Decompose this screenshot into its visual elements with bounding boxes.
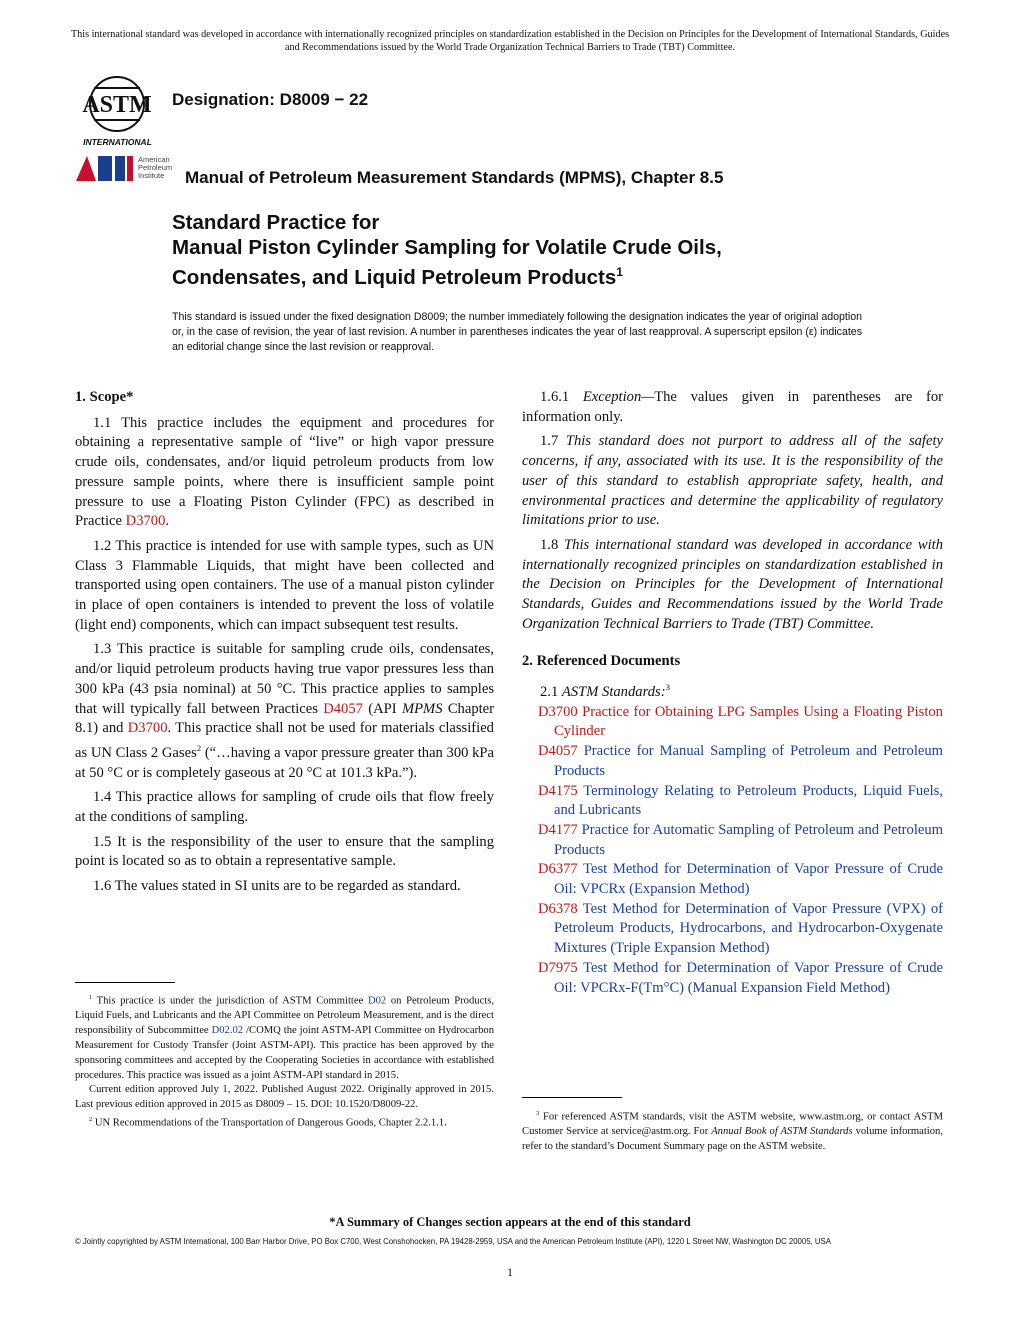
svg-text:ASTM: ASTM — [82, 92, 152, 118]
para-1-2: 1.2 This practice is intended for use with sample types, such as UN Class 3 Flammable Liquids, that might have been collected and transported using open containers. The use of a manual piston cylinder in place of open containers is intended to prevent the loss of volatile (light end) components, which can impact subsequent test results. — [75, 537, 494, 633]
ref-code-d7975[interactable]: D7975 — [538, 959, 578, 976]
footnote-3-mark: 3 — [536, 1110, 540, 1117]
para-1-3-e: (“…having a vapor pressure greater than 300 kPa at 50 °C or is completely gaseous at 20 °C at 101.3 kPa.”). — [75, 744, 494, 781]
footnote-ref-2: 2 — [196, 742, 202, 753]
footnote-rule-left — [75, 982, 175, 983]
astm-logo-text: INTERNATIONAL — [83, 137, 152, 147]
ref-title[interactable]: Test Method for Determination of Vapor Pressure of Crude Oil: VPCRx-F(Tm°C) (Manual Expansion Field Method) — [554, 959, 943, 996]
para-1-6-1-text: The values given in parentheses are for information only. — [522, 389, 944, 425]
para-1-3 — [75, 640, 494, 783]
ref-item — [522, 959, 943, 998]
ref-title[interactable]: Practice for Obtaining LPG Samples Using a Floating Piston Cylinder — [554, 703, 943, 740]
para-1-8 — [522, 536, 943, 635]
footnote-1-edition: Current edition approved July 1, 2022. Published August 2022. Originally approved in 2015. Last previous edition approved in 2015 as D8009 – 15. DOI: 10.1520/D8009-22. — [75, 1084, 494, 1111]
para-1-5: 1.5 It is the responsibility of the user to ensure that the sampling point is located so as to obtain a representative sample. — [75, 833, 494, 870]
title-line-1: Standard Practice for — [172, 211, 380, 234]
footnote-1 — [75, 991, 494, 1083]
footnote-3 — [522, 1107, 943, 1155]
link-d3700[interactable]: D3700 — [125, 513, 166, 530]
ref-code-d4177[interactable]: D4177 — [538, 821, 578, 838]
page-number: 1 — [507, 1265, 513, 1279]
footnote-right — [522, 1107, 943, 1155]
footnote-3-a: For referenced ASTM standards, visit the ASTM website, www.astm.org, or contact ASTM Customer Service at service@astm.org. For — [522, 1111, 944, 1138]
ref-title[interactable]: Practice for Manual Sampling of Petroleum and Petroleum Products — [554, 743, 943, 779]
para-2-1-label: ASTM Standards: — [561, 684, 666, 700]
left-column — [75, 388, 494, 902]
api-logo — [74, 153, 136, 183]
title-line-3 — [172, 260, 722, 290]
para-1-7 — [522, 432, 943, 531]
title-line-2: Manual Piston Cylinder Sampling for Volatile Crude Oils, — [172, 236, 722, 259]
astm-logo — [70, 74, 165, 147]
para-1-3-mpms: MPMS — [401, 700, 443, 717]
footnote-rule-right — [522, 1097, 622, 1098]
ref-item — [522, 900, 943, 959]
ref-item — [522, 782, 943, 821]
para-1-3-c: Chapter 8.1) and — [75, 700, 495, 737]
ref-code-d6378[interactable]: D6378 — [538, 900, 578, 917]
para-1-1-end: . — [165, 513, 170, 530]
footnote-3-b: volume information, refer to the standard’s Document Summary page on the ASTM website. — [522, 1126, 943, 1153]
para-2-1-num: 2.1 — [540, 684, 559, 700]
referenced-heading: 2. Referenced Documents — [522, 653, 681, 670]
link-d3700-2[interactable]: D3700 — [127, 720, 168, 737]
footnotes-left — [75, 991, 494, 1131]
link-d02[interactable]: D02 — [367, 995, 387, 1007]
scope-heading: 1. Scope* — [75, 389, 134, 405]
footnote-1-b: on Petroleum Products, Liquid Fuels, and Lubricants and the API Committee on Petroleum Measurement, and is the direct responsibility of Subcommittee — [75, 995, 494, 1037]
para-1-3-b: (API — [368, 700, 397, 717]
page-title — [172, 210, 722, 290]
top-notice: This international standard was developed in accordance with internationally recognized principles on standardization established in the Decision on Principles for the Development of International Standards, Guides and Recommendations issued by the World Trade Organization Technical Barriers to Trade (TBT) Committee. — [70, 29, 950, 53]
api-logo-icon — [74, 153, 136, 183]
footnote-1-c: /COMQ the joint ASTM-API Committee on Hydrocarbon Measurement for Custody Transfer (Joint ASTM-API). This practice has been approved by the sponsoring committees and accepted by the Cooperating Societies in accordance with established procedures. This practice was issued as a joint ASTM-API standard in 2015. — [75, 1025, 494, 1081]
link-d4057[interactable]: D4057 — [323, 700, 363, 717]
para-1-8-num: 1.8 — [540, 536, 559, 553]
para-1-4: 1.4 This practice allows for sampling of crude oils that flow freely at the conditions of sampling. — [75, 789, 494, 825]
para-1-1 — [75, 414, 494, 532]
footnote-2-mark: 2 — [89, 1115, 93, 1123]
para-2-1 — [522, 678, 943, 703]
para-1-6-1 — [522, 388, 943, 427]
ref-item — [522, 821, 943, 860]
ref-title[interactable]: Practice for Automatic Sampling of Petroleum and Petroleum Products — [554, 821, 943, 858]
api-logo-text: American Petroleum Institute — [138, 155, 173, 180]
para-1-3-d: . This practice shall not be used for materials classified as UN Class 2 Gases — [75, 720, 494, 761]
ref-title[interactable]: Test Method for Determination of Vapor Pressure (VPX) of Petroleum Products, Hydrocarbons, and Hydrocarbon-Oxygenate Mixtures (Triple Expansion Method) — [554, 900, 943, 957]
ref-item — [522, 703, 943, 742]
ref-title[interactable]: Test Method for Determination of Vapor Pressure of Crude Oil: VPCRx (Expansion Method) — [554, 861, 943, 898]
para-1-1-text: 1.1 This practice includes the equipment and procedures for obtaining a representative sample of “live” or high vapor pressure crude oils, condensates, and/or liquid petroleum products from low pressure sample points, where there is insufficient sample point pressure to use a Floating Piston Cylinder (FPC) as described in Practice — [75, 414, 494, 530]
para-1-6: 1.6 The values stated in SI units are to be regarded as standard. — [93, 878, 461, 895]
ref-title[interactable]: Terminology Relating to Petroleum Products, Liquid Fuels, and Lubricants — [554, 782, 943, 819]
copyright: © Jointly copyrighted by ASTM International, 100 Barr Harbor Drive, PO Box C700, West Conshohocken, PA 19428-2959, USA and the American Petroleum Institute (API), 1220 L Street NW, Washington DC 20005, USA — [75, 1237, 831, 1246]
footnote-2 — [75, 1113, 494, 1131]
para-1-7-text: This standard does not purport to address all of the safety concerns, if any, associated with its use. It is the responsibility of the user of this standard to establish appropriate safety, health, and environmental practices and determine the applicability of regulatory limitations prior to use. — [522, 433, 943, 529]
footnote-1-a: This practice is under the jurisdiction of ASTM Committee — [96, 995, 364, 1007]
para-1-8-text: This international standard was developed in accordance with internationally recognized principles on standardization established in the Decision on Principles for the Development of International Standards, Guides and Recommendations issued by the World Trade Organization Technical Barriers to Trade (TBT) Committee. — [522, 536, 944, 632]
ref-code-d3700[interactable]: D3700 — [538, 703, 578, 720]
ref-code-d4175[interactable]: D4175 — [538, 782, 578, 799]
summary-notice: *A Summary of Changes section appears at the end of this standard — [329, 1215, 691, 1229]
designation: Designation: D8009 − 22 — [172, 90, 369, 109]
para-1-6-1-num: 1.6.1 — [540, 389, 570, 405]
title-line-3-text: Condensates, and Liquid Petroleum Products — [172, 265, 617, 289]
link-d0202[interactable]: D02.02 — [211, 1025, 244, 1037]
astm-logo-icon — [70, 74, 165, 134]
footnote-2-text: UN Recommendations of the Transportation of Dangerous Goods, Chapter 2.2.1.1. — [94, 1117, 447, 1129]
footnote-3-italic: Annual Book of ASTM Standards — [711, 1126, 853, 1138]
ref-code-d4057[interactable]: D4057 — [538, 743, 578, 760]
ref-item — [522, 742, 943, 781]
ref-code-d6377[interactable]: D6377 — [538, 861, 578, 878]
para-1-7-num: 1.7 — [540, 433, 559, 450]
title-footnote-mark: 1 — [616, 265, 623, 279]
right-column — [522, 388, 943, 998]
para-1-6-1-label: Exception— — [582, 389, 655, 405]
para-1-3-a: 1.3 This practice is suitable for sampling crude oils, condensates, and/or liquid petroleum products having true vapor pressures less than 300 kPa (43 psia nominal) at 50 °C. This practice applies to samples that will typically fall between Practices — [75, 641, 494, 717]
preface: This standard is issued under the fixed designation D8009; the number immediately following the designation indicates the year of original adoption or, in the case of revision, the year of last revision. A number in parentheses indicates the year of last reapproval. A superscript epsilon (ε) indicates an editorial change since the last revision or reapproval. — [172, 311, 862, 353]
api-standard: Manual of Petroleum Measurement Standards (MPMS), Chapter 8.5 — [185, 168, 724, 187]
ref-item — [522, 860, 943, 899]
footnote-1-mark: 1 — [89, 994, 93, 1001]
footnote-ref-3: 3 — [665, 682, 670, 693]
